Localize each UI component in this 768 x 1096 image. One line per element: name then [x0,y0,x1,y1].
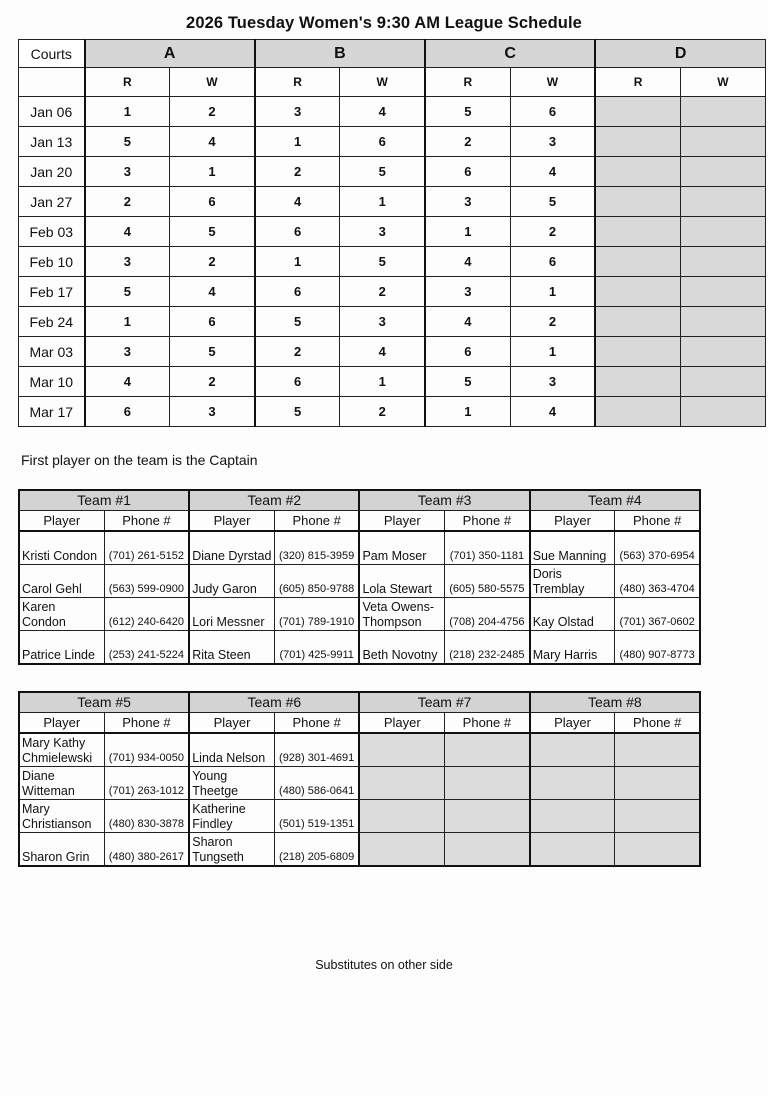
schedule-date: Feb 03 [19,217,85,247]
court-d-r-empty [595,127,680,157]
court-a-w-label: W [170,68,255,97]
schedule-team-number: 1 [340,367,425,397]
player-name: Mary Christianson [19,800,104,833]
player-name: Mary Harris [530,631,615,665]
empty-player-cell [359,833,444,867]
player-phone: (218) 205-6809 [274,833,359,867]
schedule-team-number: 3 [340,307,425,337]
schedule-team-number: 6 [425,337,510,367]
schedule-team-number: 2 [85,187,170,217]
schedule-team-number: 2 [255,157,340,187]
team-column-header-row [19,713,700,734]
player-name: Pam Moser [359,531,444,565]
schedule-team-number: 1 [340,187,425,217]
schedule-team-number: 2 [425,127,510,157]
player-phone: (605) 850-9788 [274,565,359,598]
player-phone: (501) 519-1351 [274,800,359,833]
court-header-d: D [595,40,765,68]
player-column-header: Player [19,511,104,532]
schedule-team-number: 3 [170,397,255,427]
team-header-row [19,692,700,713]
team-name: Team #4 [530,490,700,511]
court-d-w-empty [680,367,765,397]
player-phone: (480) 586-0641 [274,767,359,800]
player-name: Diane Witteman [19,767,104,800]
schedule-team-number: 5 [425,367,510,397]
player-phone: (253) 241-5224 [104,631,189,665]
schedule-row [19,127,766,157]
player-name: Karen Condon [19,598,104,631]
empty-phone-cell [445,833,530,867]
schedule-team-number: 6 [510,247,595,277]
player-name: Katherine Findley [189,800,274,833]
player-phone: (218) 232-2485 [445,631,530,665]
schedule-team-number: 2 [340,277,425,307]
schedule-row [19,187,766,217]
schedule-team-number: 4 [510,397,595,427]
team-name: Team #5 [19,692,189,713]
court-d-w-empty [680,127,765,157]
schedule-date: Feb 24 [19,307,85,337]
schedule-row [19,337,766,367]
team-player-row [19,631,700,665]
schedule-team-number: 4 [85,217,170,247]
phone-column-header: Phone # [445,713,530,734]
player-phone: (701) 934-0050 [104,733,189,767]
schedule-team-number: 1 [255,247,340,277]
player-phone: (480) 830-3878 [104,800,189,833]
schedule-date: Jan 06 [19,97,85,127]
player-phone: (480) 380-2617 [104,833,189,867]
empty-player-cell [359,800,444,833]
court-d-r-empty [595,247,680,277]
schedule-team-number: 6 [255,367,340,397]
schedule-team-number: 1 [255,127,340,157]
team-player-row [19,833,700,867]
team-player-row [19,767,700,800]
player-phone: (708) 204-4756 [445,598,530,631]
schedule-team-number: 2 [510,217,595,247]
teams-table-bottom [18,691,701,867]
court-b-r-label: R [255,68,340,97]
phone-column-header: Phone # [104,713,189,734]
court-header-b: B [255,40,425,68]
player-column-header: Player [359,511,444,532]
schedule-team-number: 4 [170,277,255,307]
court-d-r-empty [595,97,680,127]
schedule-row [19,277,766,307]
court-d-w-empty [680,217,765,247]
phone-column-header: Phone # [445,511,530,532]
schedule-team-number: 4 [340,337,425,367]
schedule-team-number: 4 [425,307,510,337]
schedule-team-number: 1 [425,397,510,427]
schedule-team-number: 6 [255,277,340,307]
court-d-w-empty [680,247,765,277]
schedule-team-number: 5 [340,247,425,277]
schedule-team-number: 4 [425,247,510,277]
schedule-team-number: 6 [425,157,510,187]
player-column-header: Player [359,713,444,734]
schedule-row [19,247,766,277]
player-phone: (701) 425-9911 [274,631,359,665]
schedule-team-number: 2 [170,367,255,397]
court-d-w-empty [680,397,765,427]
court-d-r-empty [595,337,680,367]
empty-phone-cell [445,800,530,833]
player-column-header: Player [530,713,615,734]
schedule-date: Mar 03 [19,337,85,367]
empty-player-cell [530,833,615,867]
schedule-team-number: 5 [170,337,255,367]
schedule-team-number: 6 [170,307,255,337]
player-name: Linda Nelson [189,733,274,767]
schedule-team-number: 2 [340,397,425,427]
schedule-team-number: 5 [510,187,595,217]
phone-column-header: Phone # [615,511,700,532]
player-name: Patrice Linde [19,631,104,665]
court-d-r-empty [595,397,680,427]
player-phone: (701) 263-1012 [104,767,189,800]
empty-player-cell [359,767,444,800]
schedule-row [19,97,766,127]
schedule-team-number: 5 [170,217,255,247]
schedule-team-number: 4 [510,157,595,187]
player-phone: (563) 599-0900 [104,565,189,598]
empty-phone-cell [615,733,700,767]
schedule-date: Jan 13 [19,127,85,157]
schedule-date: Mar 17 [19,397,85,427]
court-b-w-label: W [340,68,425,97]
player-name: Kristi Condon [19,531,104,565]
court-d-r-empty [595,307,680,337]
player-name: Mary Kathy Chmielewski [19,733,104,767]
schedule-row [19,397,766,427]
player-column-header: Player [530,511,615,532]
player-phone: (701) 789-1910 [274,598,359,631]
team-name: Team #6 [189,692,359,713]
team-player-row [19,565,700,598]
court-d-w-empty [680,337,765,367]
schedule-team-number: 4 [340,97,425,127]
team-name: Team #7 [359,692,529,713]
player-name: Kay Olstad [530,598,615,631]
empty-phone-cell [615,800,700,833]
schedule-court-header-row [19,40,766,68]
schedule-row [19,367,766,397]
empty-player-cell [530,767,615,800]
player-name: Sharon Grin [19,833,104,867]
schedule-team-number: 1 [85,307,170,337]
schedule-team-number: 6 [85,397,170,427]
schedule-team-number: 6 [340,127,425,157]
team-player-row [19,800,700,833]
phone-column-header: Phone # [104,511,189,532]
court-d-r-empty [595,187,680,217]
schedule-team-number: 1 [425,217,510,247]
schedule-team-number: 1 [170,157,255,187]
empty-phone-cell [615,833,700,867]
schedule-team-number: 2 [510,307,595,337]
court-d-r-empty [595,367,680,397]
schedule-table [18,39,766,427]
team-name: Team #3 [359,490,529,511]
schedule-date: Feb 10 [19,247,85,277]
captain-note: First player on the team is the Captain [21,452,258,468]
team-name: Team #2 [189,490,359,511]
court-c-w-label: W [510,68,595,97]
player-name: Beth Novotny [359,631,444,665]
schedule-team-number: 5 [255,397,340,427]
empty-player-cell [359,733,444,767]
blank-header-cell [19,68,85,97]
player-phone: (701) 350-1181 [445,531,530,565]
schedule-team-number: 5 [425,97,510,127]
player-phone: (480) 363-4704 [615,565,700,598]
court-d-r-empty [595,157,680,187]
schedule-date: Feb 17 [19,277,85,307]
schedule-team-number: 3 [255,97,340,127]
schedule-date: Mar 10 [19,367,85,397]
player-name: Rita Steen [189,631,274,665]
empty-player-cell [530,800,615,833]
player-name: Lori Messner [189,598,274,631]
schedule-team-number: 3 [340,217,425,247]
court-c-r-label: R [425,68,510,97]
schedule-team-number: 1 [510,337,595,367]
schedule-team-number: 3 [85,337,170,367]
schedule-team-number: 4 [170,127,255,157]
schedule-team-number: 5 [85,127,170,157]
schedule-team-number: 6 [510,97,595,127]
schedule-team-number: 2 [170,97,255,127]
team-column-header-row [19,511,700,532]
page-title: 2026 Tuesday Women's 9:30 AM League Schedule [186,14,582,32]
player-name: Judy Garon [189,565,274,598]
team-player-row [19,598,700,631]
player-name: Lola Stewart [359,565,444,598]
team-name: Team #8 [530,692,700,713]
schedule-date: Jan 27 [19,187,85,217]
player-phone: (320) 815-3959 [274,531,359,565]
player-column-header: Player [19,713,104,734]
empty-phone-cell [615,767,700,800]
schedule-team-number: 3 [425,187,510,217]
player-name: Diane Dyrstad [189,531,274,565]
team-header-row [19,490,700,511]
player-phone: (605) 580-5575 [445,565,530,598]
schedule-team-number: 5 [340,157,425,187]
empty-phone-cell [445,767,530,800]
courts-label: Courts [19,40,85,68]
teams-table-top [18,489,701,665]
team-name: Team #1 [19,490,189,511]
player-name: Sharon Tungseth [189,833,274,867]
team-player-row [19,733,700,767]
player-phone: (928) 301-4691 [274,733,359,767]
empty-phone-cell [445,733,530,767]
court-d-r-label: R [595,68,680,97]
schedule-team-number: 1 [510,277,595,307]
player-name: Doris Tremblay [530,565,615,598]
player-name: Veta Owens-Thompson [359,598,444,631]
schedule-team-number: 4 [85,367,170,397]
court-header-c: C [425,40,595,68]
schedule-team-number: 5 [85,277,170,307]
player-column-header: Player [189,713,274,734]
schedule-team-number: 1 [85,97,170,127]
player-phone: (701) 367-0602 [615,598,700,631]
schedule-row [19,217,766,247]
schedule-team-number: 3 [85,157,170,187]
schedule-team-number: 6 [170,187,255,217]
court-d-r-empty [595,217,680,247]
court-d-r-empty [595,277,680,307]
schedule-team-number: 5 [255,307,340,337]
schedule-team-number: 3 [85,247,170,277]
court-d-w-empty [680,307,765,337]
phone-column-header: Phone # [615,713,700,734]
court-d-w-empty [680,277,765,307]
player-name: Sue Manning [530,531,615,565]
phone-column-header: Phone # [274,713,359,734]
schedule-rw-header-row [19,68,766,97]
court-a-r-label: R [85,68,170,97]
player-phone: (612) 240-6420 [104,598,189,631]
player-phone: (563) 370-6954 [615,531,700,565]
court-d-w-label: W [680,68,765,97]
court-header-a: A [85,40,255,68]
schedule-date: Jan 20 [19,157,85,187]
empty-player-cell [530,733,615,767]
team-player-row [19,531,700,565]
schedule-team-number: 4 [255,187,340,217]
schedule-row [19,157,766,187]
schedule-team-number: 6 [255,217,340,247]
court-d-w-empty [680,187,765,217]
schedule-team-number: 2 [255,337,340,367]
court-d-w-empty [680,97,765,127]
schedule-team-number: 3 [510,127,595,157]
court-d-w-empty [680,157,765,187]
substitutes-note: Substitutes on other side [315,958,453,972]
phone-column-header: Phone # [274,511,359,532]
schedule-row [19,307,766,337]
player-phone: (480) 907-8773 [615,631,700,665]
player-name: Young Theetge [189,767,274,800]
player-phone: (701) 261-5152 [104,531,189,565]
schedule-team-number: 3 [425,277,510,307]
player-column-header: Player [189,511,274,532]
schedule-team-number: 3 [510,367,595,397]
player-name: Carol Gehl [19,565,104,598]
schedule-team-number: 2 [170,247,255,277]
